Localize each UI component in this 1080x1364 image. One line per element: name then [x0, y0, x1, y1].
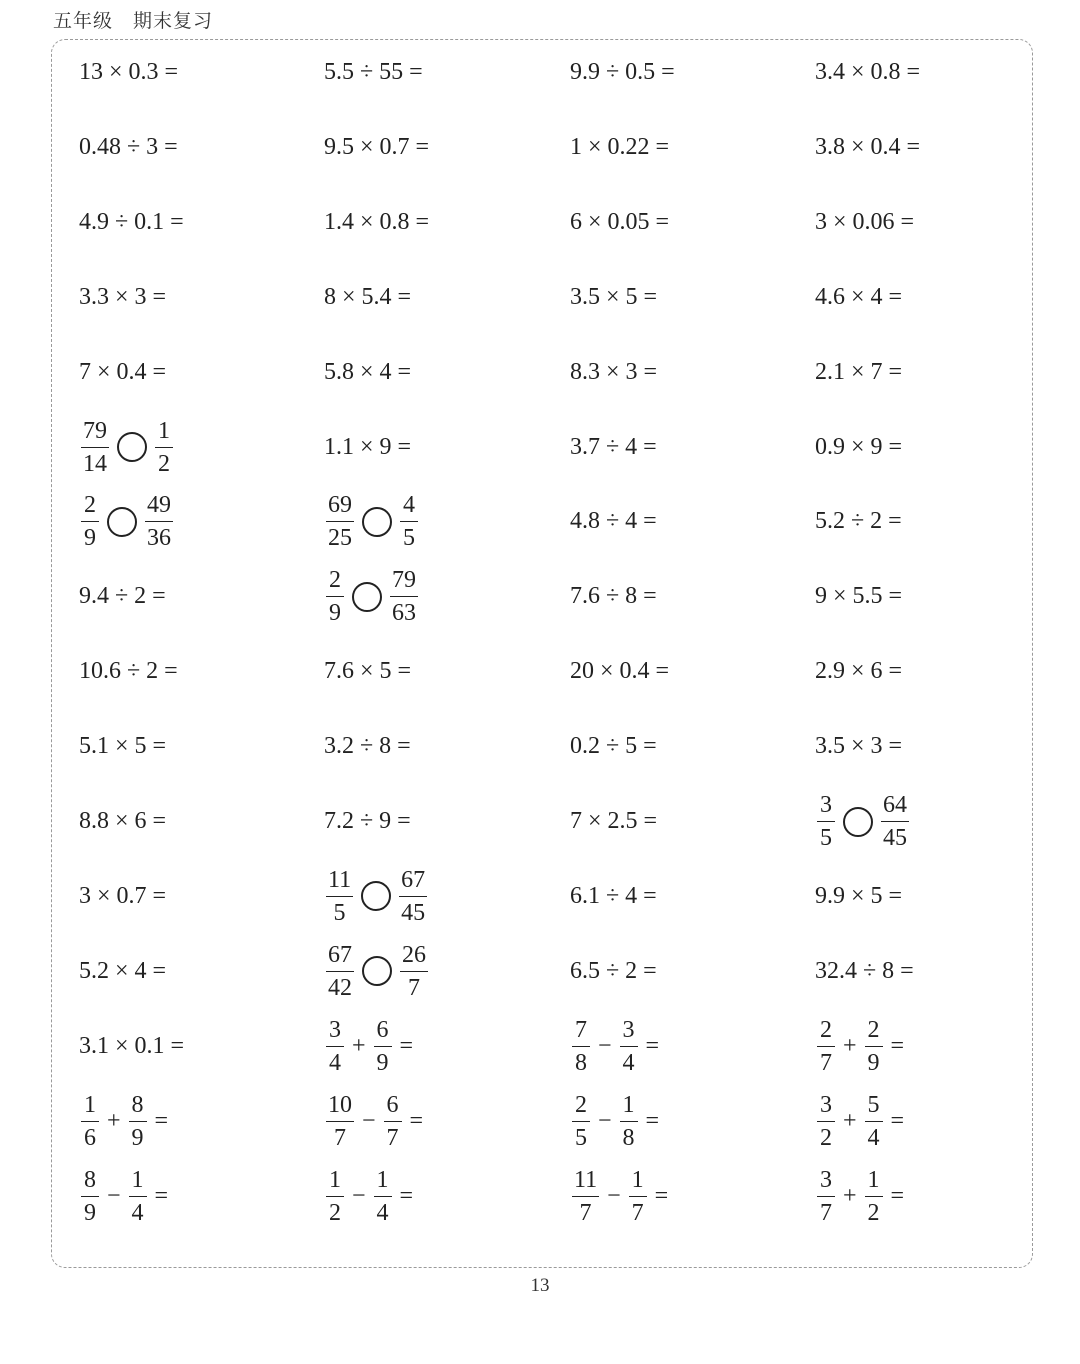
problem-cell: [815, 335, 902, 410]
fraction-numerator: 1: [629, 1168, 647, 1197]
page-number: 13: [530, 1275, 550, 1296]
problem-cell: [570, 260, 657, 335]
operator-symbol: +: [843, 1032, 857, 1059]
problem-expression: 3.8 × 0.4 =: [815, 133, 921, 160]
problem-expression: 7.6 × 5 =: [324, 658, 412, 685]
fraction: [81, 1168, 99, 1225]
problem-cell: [815, 260, 902, 335]
problem-cell: [815, 484, 902, 559]
fraction-numerator: 67: [326, 943, 354, 972]
fraction: [374, 1018, 392, 1075]
problem-cell: [570, 1084, 659, 1159]
compare-circle-icon: [107, 507, 137, 537]
problem-expression: 3.5 × 5 =: [570, 283, 658, 310]
fraction-denominator: 5: [575, 1124, 587, 1151]
problem-expression: 5.5 ÷ 55 =: [324, 59, 423, 85]
problem-cell: [324, 410, 411, 485]
fraction-denominator: 7: [408, 974, 420, 1001]
fraction-numerator: 10: [326, 1093, 354, 1122]
fraction-numerator: 5: [865, 1093, 883, 1122]
review-title: 期末复习: [133, 10, 214, 32]
fraction-numerator: 26: [400, 943, 428, 972]
fraction-denominator: 7: [631, 1199, 644, 1226]
fraction: [326, 568, 344, 625]
fraction-denominator: 9: [329, 600, 341, 627]
fraction: [129, 1168, 147, 1225]
problem-cell: [324, 185, 429, 260]
problem-cell: [324, 484, 420, 559]
fraction-numerator: 1: [81, 1093, 99, 1122]
fraction-denominator: 14: [83, 450, 107, 477]
fraction-denominator: 5: [333, 899, 346, 926]
problem-cell: [815, 709, 902, 784]
problem-cell: [570, 185, 669, 260]
problem-cell: [570, 559, 657, 634]
problem-expression: 2.1 × 7 =: [815, 358, 903, 385]
fraction-denominator: 2: [158, 450, 170, 477]
problem-cell: [79, 559, 166, 634]
problem-expression: 0.2 ÷ 5 =: [570, 733, 657, 760]
problem-cell: [570, 410, 657, 485]
problem-cell: [815, 934, 914, 1009]
fraction-numerator: 2: [865, 1018, 883, 1047]
fraction-numerator: 64: [881, 793, 909, 822]
problem-expression: 0.48 ÷ 3 =: [79, 133, 178, 160]
fraction-denominator: 4: [376, 1199, 389, 1226]
fraction-denominator: 9: [376, 1049, 389, 1076]
fraction-denominator: 7: [334, 1124, 346, 1151]
problem-expression: 6.5 ÷ 2 =: [570, 957, 657, 984]
fraction-numerator: 11: [326, 868, 353, 897]
problem-expression: 4.9 ÷ 0.1 =: [79, 208, 184, 235]
operator-symbol: −: [598, 1032, 612, 1059]
problem-cell: [79, 934, 166, 1009]
fraction-numerator: 3: [817, 1168, 835, 1197]
fraction-denominator: 25: [328, 525, 352, 552]
fraction-denominator: 4: [329, 1049, 341, 1076]
fraction-numerator: 2: [81, 493, 99, 522]
problem-cell: [570, 634, 669, 709]
problem-cell: [79, 410, 175, 485]
problem-cell: [79, 35, 178, 110]
problem-expression: 7 × 0.4 =: [79, 358, 167, 385]
problem-cell: [79, 634, 178, 709]
problem-expression: 10.6 ÷ 2 =: [79, 658, 178, 685]
problem-cell: [324, 1009, 413, 1084]
fraction: [129, 1093, 147, 1150]
fraction-numerator: 3: [817, 1093, 835, 1122]
problem-cell: [324, 709, 411, 784]
problem-expression: 7 × 2.5 =: [570, 808, 658, 834]
compare-circle-icon: [362, 956, 392, 986]
problem-cell: [815, 559, 902, 634]
operator-symbol: −: [598, 1107, 612, 1134]
compare-circle-icon: [117, 432, 147, 462]
problem-cell: [815, 784, 911, 859]
problem-cell: [324, 559, 420, 634]
fraction-denominator: 9: [84, 1199, 96, 1226]
fraction-denominator: 45: [883, 825, 907, 851]
fraction-numerator: 79: [81, 419, 109, 448]
fraction: [881, 793, 909, 850]
fraction-numerator: 1: [374, 1168, 392, 1197]
operator-symbol: +: [107, 1107, 121, 1134]
problem-cell: [79, 260, 166, 335]
problem-expression: 8.8 × 6 =: [79, 808, 167, 834]
fraction: [572, 1018, 590, 1075]
fraction-denominator: 63: [392, 600, 416, 627]
problem-expression: 3 × 0.06 =: [815, 208, 915, 235]
problem-expression: 9.9 × 5 =: [815, 882, 903, 909]
fraction: [620, 1018, 638, 1075]
fraction-denominator: 45: [401, 899, 426, 926]
fraction-numerator: 1: [326, 1168, 344, 1197]
fraction: [399, 868, 427, 925]
problem-expression: 5.2 ÷ 2 =: [815, 508, 902, 535]
fraction-denominator: 7: [579, 1199, 592, 1226]
fraction-denominator: 4: [622, 1049, 635, 1076]
fraction-denominator: 42: [328, 974, 352, 1001]
problem-cell: [79, 784, 166, 859]
problem-cell: [570, 934, 657, 1009]
fraction: [620, 1093, 638, 1150]
fraction: [865, 1093, 883, 1150]
fraction-denominator: 4: [131, 1199, 144, 1226]
equals-sign: =: [890, 1182, 905, 1209]
problem-cell: [815, 35, 920, 110]
fraction: [865, 1168, 883, 1225]
problem-expression: 32.4 ÷ 8 =: [815, 957, 914, 984]
fraction-denominator: 9: [131, 1124, 144, 1151]
fraction-numerator: 7: [572, 1018, 590, 1047]
fraction: [384, 1093, 402, 1150]
fraction: [145, 493, 173, 550]
problem-expression: 3.4 × 0.8 =: [815, 59, 921, 85]
problem-cell: [324, 335, 411, 410]
fraction: [865, 1018, 883, 1075]
problem-cell: [815, 410, 902, 485]
problem-cell: [570, 484, 657, 559]
problem-expression: 3 × 0.7 =: [79, 882, 167, 909]
problem-expression: 20 × 0.4 =: [570, 658, 670, 685]
fraction-denominator: 5: [403, 525, 415, 552]
fraction-numerator: 11: [572, 1168, 599, 1197]
operator-symbol: +: [843, 1107, 857, 1134]
fraction-denominator: 7: [820, 1199, 832, 1226]
problem-expression: 9.5 × 0.7 =: [324, 133, 430, 160]
problem-cell: [815, 634, 902, 709]
problem-cell: [570, 1159, 668, 1234]
fraction: [817, 793, 835, 850]
problem-cell: [324, 859, 429, 934]
fraction: [326, 868, 353, 925]
problem-cell: [570, 110, 669, 185]
fraction: [374, 1168, 392, 1225]
operator-symbol: +: [352, 1032, 366, 1059]
fraction-numerator: 79: [390, 568, 418, 597]
operator-symbol: +: [843, 1182, 857, 1209]
compare-circle-icon: [361, 881, 391, 911]
fraction-numerator: 2: [572, 1093, 590, 1122]
fraction: [326, 1018, 344, 1075]
fraction-numerator: 8: [129, 1093, 147, 1122]
problem-expression: 6 × 0.05 =: [570, 208, 670, 235]
problem-expression: 7.2 ÷ 9 =: [324, 808, 411, 834]
problem-expression: 3.5 × 3 =: [815, 733, 903, 760]
fraction-numerator: 1: [620, 1093, 638, 1122]
fraction-numerator: 69: [326, 493, 354, 522]
problem-expression: 2.9 × 6 =: [815, 658, 903, 685]
fraction-denominator: 6: [84, 1124, 96, 1151]
fraction: [572, 1168, 599, 1225]
problem-cell: [79, 859, 166, 934]
problem-cell: [79, 1084, 168, 1159]
problem-cell: [570, 1009, 659, 1084]
problem-expression: 9.9 ÷ 0.5 =: [570, 59, 675, 85]
problem-expression: 1.4 × 0.8 =: [324, 208, 430, 235]
problem-expression: 3.3 × 3 =: [79, 283, 167, 310]
fraction-numerator: 3: [620, 1018, 638, 1047]
equals-sign: =: [399, 1032, 414, 1059]
problem-cell: [324, 260, 411, 335]
problem-cell: [324, 35, 423, 110]
fraction-numerator: 49: [145, 493, 173, 522]
fraction-numerator: 8: [81, 1168, 99, 1197]
problem-expression: 8.3 × 3 =: [570, 358, 658, 385]
fraction: [817, 1093, 835, 1150]
fraction-numerator: 4: [400, 493, 418, 522]
equals-sign: =: [654, 1182, 669, 1209]
problem-expression: 5.8 × 4 =: [324, 358, 412, 385]
equals-sign: =: [409, 1107, 424, 1134]
compare-circle-icon: [362, 507, 392, 537]
fraction-numerator: 1: [865, 1168, 883, 1197]
fraction-denominator: 4: [867, 1124, 880, 1151]
fraction-denominator: 2: [867, 1199, 880, 1226]
fraction-denominator: 2: [820, 1124, 832, 1151]
fraction-denominator: 7: [386, 1124, 399, 1151]
problem-cell: [815, 1159, 904, 1234]
fraction: [326, 943, 354, 1000]
problem-cell: [79, 709, 166, 784]
problem-cell: [570, 859, 657, 934]
problem-expression: 4.6 × 4 =: [815, 283, 903, 310]
fraction: [400, 943, 428, 1000]
problem-cell: [79, 1009, 184, 1084]
fraction: [817, 1018, 835, 1075]
operator-symbol: −: [107, 1182, 121, 1209]
problem-grid: [52, 40, 1032, 1267]
problem-cell: [79, 484, 175, 559]
problem-cell: [79, 110, 178, 185]
fraction-numerator: 2: [326, 568, 344, 597]
fraction: [81, 1093, 99, 1150]
fraction: [155, 419, 173, 476]
problem-expression: 4.8 ÷ 4 =: [570, 508, 657, 535]
problem-cell: [324, 784, 411, 859]
grade-label: 五年级: [53, 10, 114, 32]
problem-expression: 5.2 × 4 =: [79, 957, 167, 984]
fraction-numerator: 1: [155, 419, 173, 448]
problem-cell: [324, 1159, 413, 1234]
problem-expression: 7.6 ÷ 8 =: [570, 583, 657, 610]
fraction: [326, 1168, 344, 1225]
fraction-numerator: 1: [129, 1168, 147, 1197]
problem-cell: [570, 35, 675, 110]
equals-sign: =: [399, 1182, 414, 1209]
problem-cell: [570, 335, 657, 410]
problem-cell: [79, 185, 184, 260]
problem-cell: [79, 335, 166, 410]
fraction-numerator: 6: [384, 1093, 402, 1122]
worksheet-header: [53, 6, 213, 33]
fraction-numerator: 3: [326, 1018, 344, 1047]
problem-cell: [815, 859, 902, 934]
problem-cell: [570, 709, 657, 784]
problem-expression: 6.1 ÷ 4 =: [570, 882, 657, 909]
equals-sign: =: [154, 1107, 169, 1134]
problem-expression: 1.1 × 9 =: [324, 433, 412, 460]
equals-sign: =: [890, 1032, 905, 1059]
fraction-denominator: 36: [147, 525, 171, 552]
problem-expression: 9.4 ÷ 2 =: [79, 583, 166, 610]
problem-expression: 3.7 ÷ 4 =: [570, 433, 657, 460]
problem-cell: [79, 1159, 168, 1234]
problem-cell: [815, 185, 914, 260]
operator-symbol: −: [607, 1182, 621, 1209]
fraction-numerator: 2: [817, 1018, 835, 1047]
fraction: [326, 493, 354, 550]
problem-frame: [51, 39, 1033, 1268]
problem-cell: [815, 1009, 904, 1084]
fraction-numerator: 6: [374, 1018, 392, 1047]
problem-expression: 0.9 × 9 =: [815, 433, 903, 460]
fraction-denominator: 7: [820, 1049, 832, 1076]
fraction: [390, 568, 418, 625]
fraction-denominator: 5: [820, 825, 832, 851]
problem-expression: 13 × 0.3 =: [79, 59, 179, 85]
problem-cell: [324, 934, 430, 1009]
fraction: [572, 1093, 590, 1150]
compare-circle-icon: [843, 807, 873, 837]
operator-symbol: −: [362, 1107, 376, 1134]
fraction: [400, 493, 418, 550]
problem-expression: 3.2 ÷ 8 =: [324, 733, 411, 760]
fraction-denominator: 8: [622, 1124, 635, 1151]
problem-cell: [815, 1084, 904, 1159]
problem-cell: [815, 110, 920, 185]
equals-sign: =: [645, 1107, 660, 1134]
operator-symbol: −: [352, 1182, 366, 1209]
fraction: [81, 419, 109, 476]
equals-sign: =: [645, 1032, 660, 1059]
compare-circle-icon: [352, 582, 382, 612]
problem-expression: 1 × 0.22 =: [570, 133, 670, 160]
fraction-denominator: 9: [84, 525, 96, 552]
problem-expression: 8 × 5.4 =: [324, 283, 412, 310]
problem-cell: [324, 1084, 423, 1159]
problem-expression: 9 × 5.5 =: [815, 583, 903, 610]
fraction-numerator: 3: [817, 793, 835, 822]
fraction: [326, 1093, 354, 1150]
problem-cell: [570, 784, 657, 859]
fraction: [81, 493, 99, 550]
fraction-numerator: 67: [399, 868, 427, 897]
problem-expression: 3.1 × 0.1 =: [79, 1032, 185, 1059]
problem-cell: [324, 110, 429, 185]
fraction: [629, 1168, 647, 1225]
fraction-denominator: 8: [575, 1049, 587, 1076]
problem-expression: 5.1 × 5 =: [79, 733, 167, 760]
fraction-denominator: 2: [329, 1199, 341, 1226]
fraction: [817, 1168, 835, 1225]
fraction-denominator: 9: [867, 1049, 880, 1076]
problem-cell: [324, 634, 411, 709]
equals-sign: =: [890, 1107, 905, 1134]
equals-sign: =: [154, 1182, 169, 1209]
